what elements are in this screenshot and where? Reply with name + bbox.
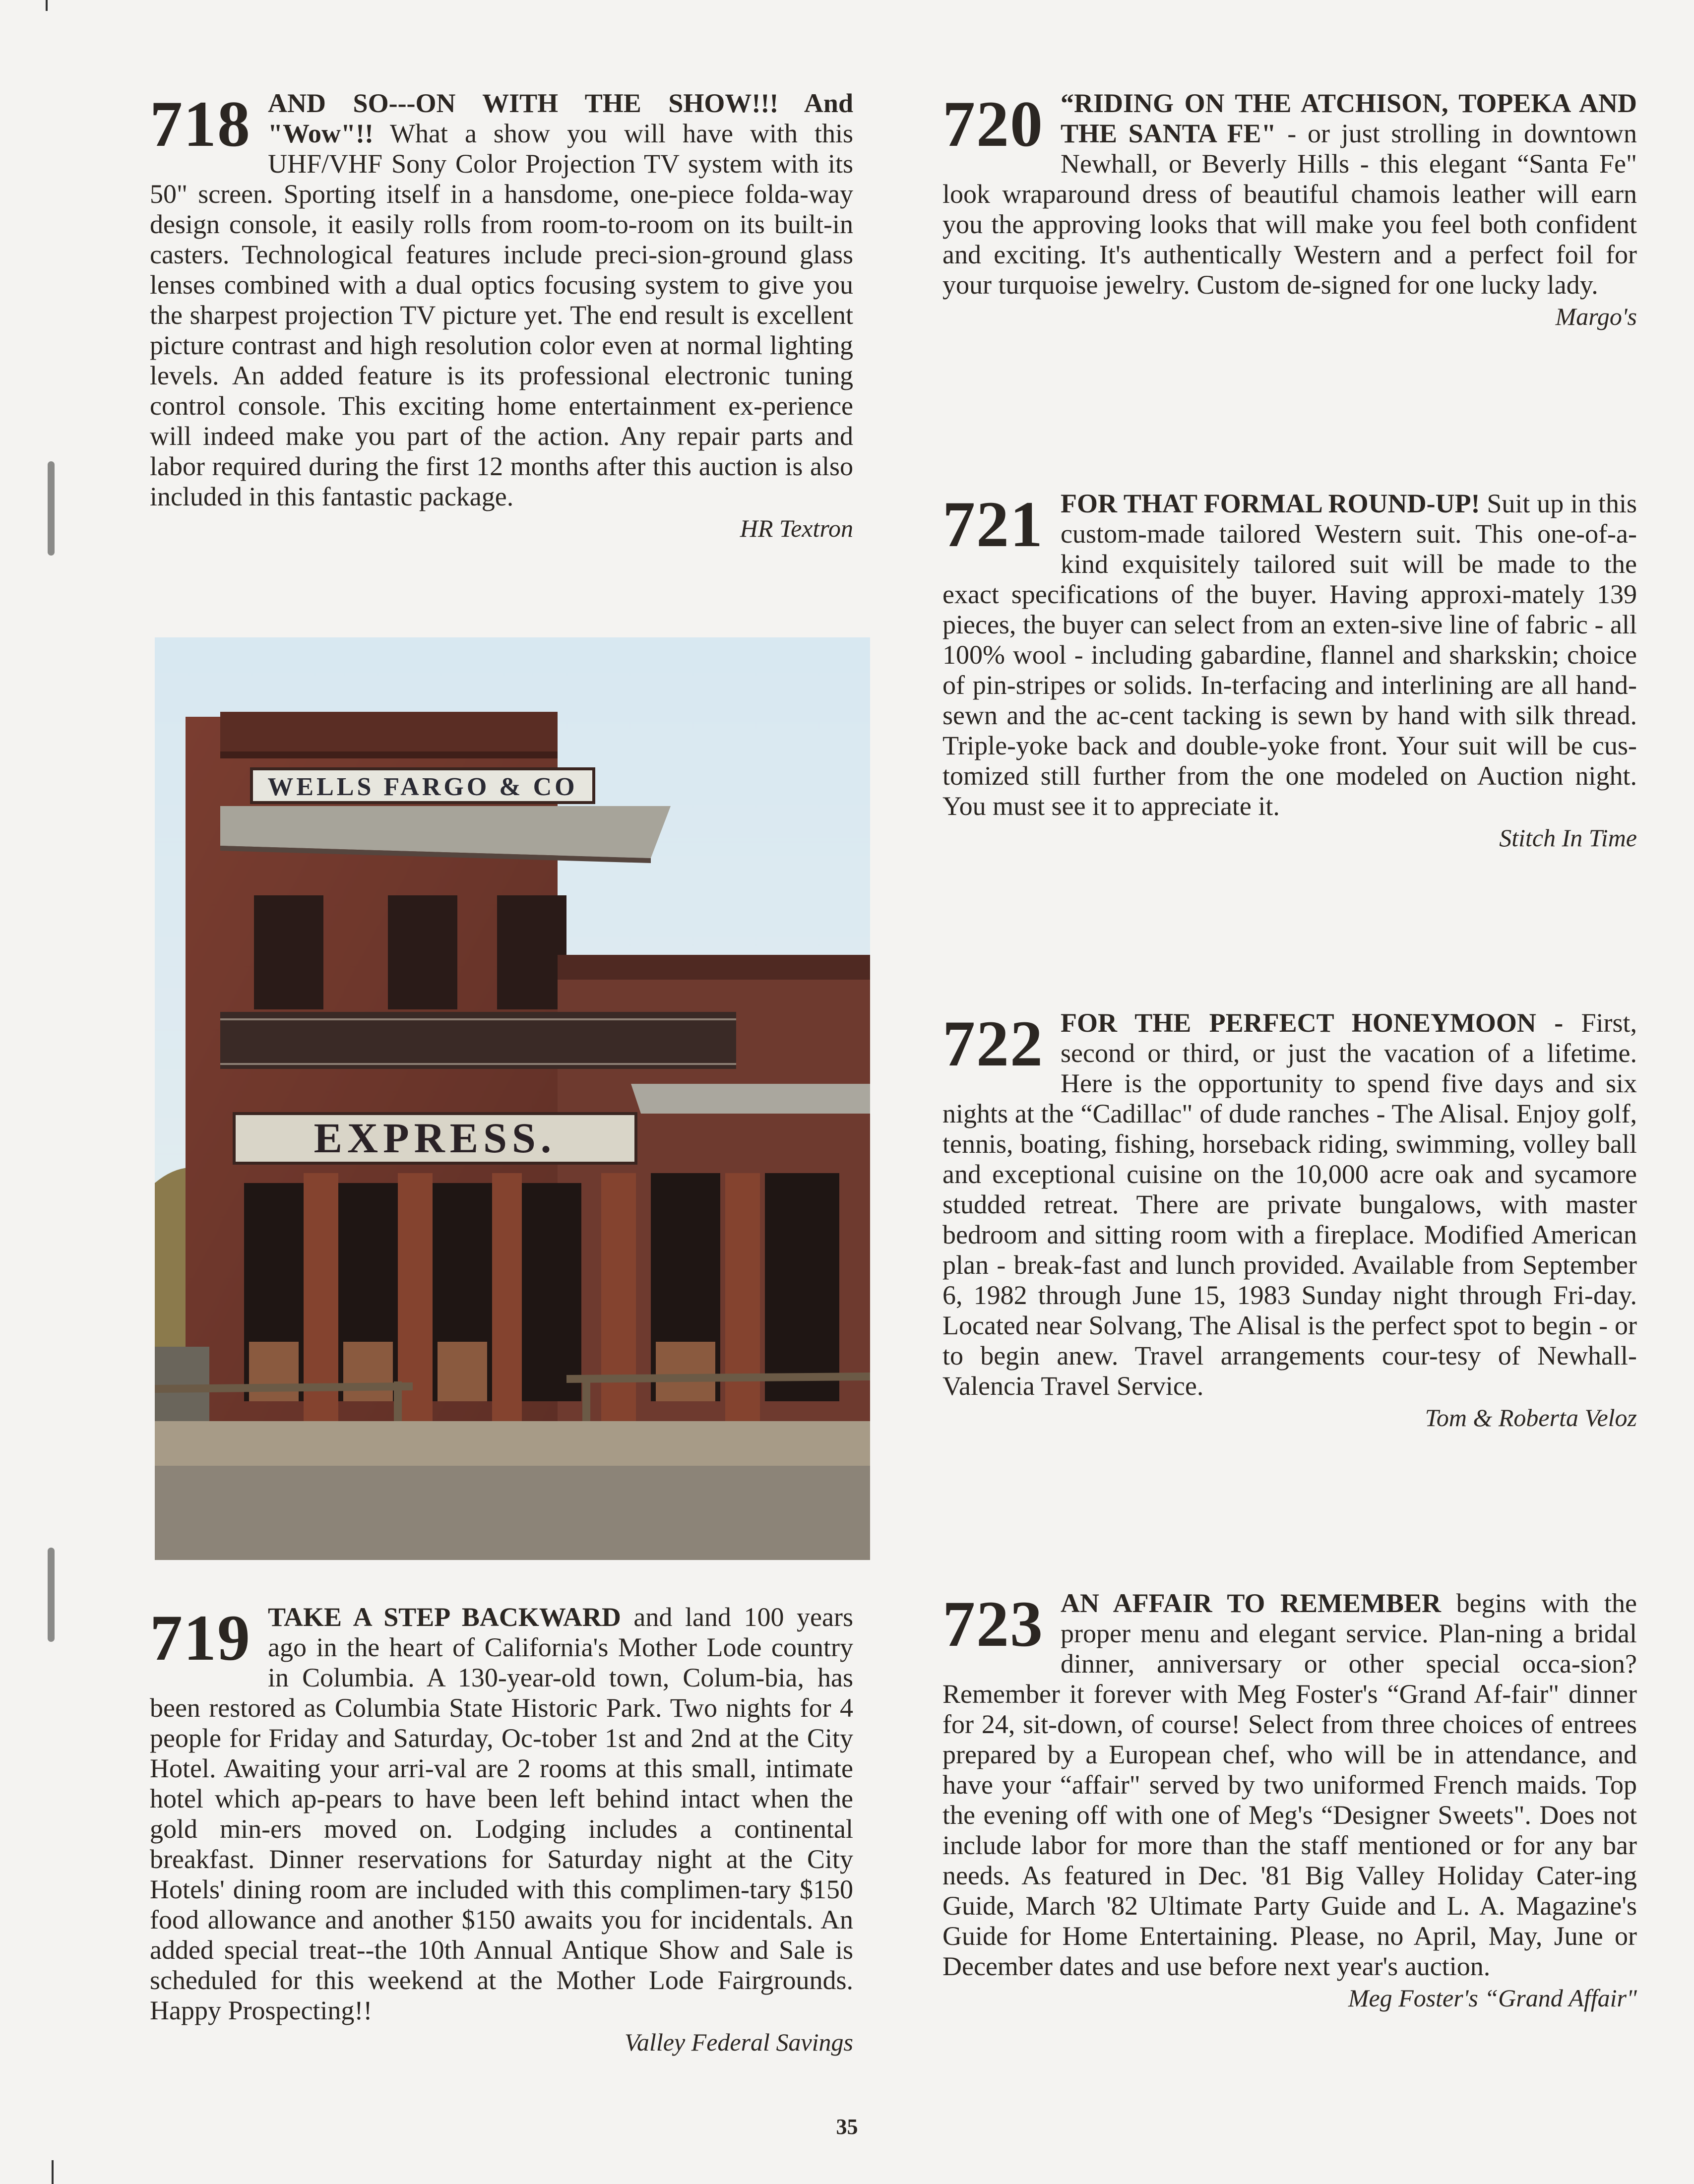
item-title: FOR THE PERFECT HONEYMOON - [1061,1008,1564,1038]
item-description [942,1588,1637,1982]
item-description [150,88,853,512]
item-text: - or just strolling in downtown Newhall, or Beverly Hills - this elegant “Santa Fe" look wraparound dress of beautiful chamois leather will earn you the approving looks that will make you feel both confident and exciting. It's authentically Western and a perfect foil for your turquoise jewelry. Custom de-signed for one lucky lady. [942,119,1637,300]
auction-item-720 [942,88,1637,332]
auction-item-723 [942,1588,1637,2013]
item-donor: Tom & Roberta Veloz [1425,1404,1637,1432]
item-text: Suit up in this custom-made tailored Western suit. This one-of-a-kind exquisitely tailored suit will be made to the exact specifications of the buyer. Having approxi-mately 139 pieces, the buyer can select from an exten-sive line of fabric - all 100% wool - including gabardine, flannel and sharkskin; choice of pin-stripes or solids. In-terfacing and interlining are all hand-sewn and the ac-cent tacking is sewn by hand with silk thread. Triple-yoke back and double-yoke front. Your suit will be cus-tomized still further from the one modeled on Auction night. You must see it to appreciate it. [942,489,1637,821]
photo-sign-upper: WELLS FARGO & CO [267,773,578,801]
crop-mark-bottom [52,2160,54,2184]
item-description [942,1008,1637,1401]
item-text: What a show you will have with this UHF/VHF Sony Color Projection TV system with its 50" screen. Sporting itself in a hansdome, one-piece folda-way design console, it easily rolls from room-to-room on its built-in casters. Technological features include preci-sion-ground glass lenses combined with a dual optics focusing system to give you the sharpest projection TV picture yet. The end result is excellent picture contrast and high resolution color even at normal lighting levels. An added feature is its professional electronic tuning control console. This exciting home entertainment ex-perience will indeed make you part of the action. Any repair parts and labor required during the first 12 months after this auction is also included in this fantastic package. [150,119,853,511]
item-donor: Margo's [1555,303,1637,330]
item-text: begins with the proper menu and elegant service. Plan-ning a bridal dinner, anniversary or other special occa-sion? Remember it forever with Meg Foster's “Grand Af-fair" dinner for 24, sit-down, of course! Select from three choices of entrees prepared by a European chef, who will be in attendance, and have your “affair" served by two uniformed French maids. Top the evening off with one of Meg's “Designer Sweets". Does not include labor for more than the staff mentioned or for any bar needs. As featured in Dec. '81 Big Valley Holiday Cater-ing Guide, March '82 Ultimate Party Guide and L. A. Magazine's Guide for Home Entertaining. Please, no April, May, June or December dates and use before next year's auction. [942,1588,1637,1981]
auction-item-722 [942,1008,1637,1433]
item-donor: HR Textron [740,514,853,542]
item-text: First, second or third, or just the vacation of a lifetime. Here is the opportunity to spend five days and six nights at the “Cadillac" of dude ranches - The Alisal. Enjoy golf, tennis, boating, fishing, horseback riding, swimming, volley ball and exceptional cuisine on the 10,000 acre oak and sycamore studded retreat. There are private bungalows, with master bedroom and sitting room with a fireplace. Modified American plan - break-fast and lunch provided. Available from September 6, 1982 through June 15, 1983 Sunday night through Fri-day. Located near Solvang, The Alisal is the perfect spot to begin - or to begin anew. Travel arrangements cour-tesy of Newhall-Valencia Travel Service. [942,1008,1637,1401]
item-number: 718 [150,87,251,160]
item-description [942,489,1637,821]
item-title: AND SO---ON WITH THE SHOW!!! And "Wow"!! [268,88,853,148]
item-number: 722 [942,1007,1044,1080]
item-donor: Stitch In Time [1499,824,1637,852]
item-number: 719 [150,1601,251,1674]
item-number: 721 [942,488,1044,561]
item-number: 723 [942,1587,1044,1660]
crop-mark-top [46,0,48,11]
item-text: and land 100 years ago in the heart of California's Mother Lode country in Columbia. A 130-year-old town, Colum-bia, has been restored as Columbia State Historic Park. Two nights for 4 people for Friday and Saturday, Oc-tober 1st and 2nd at the City Hotel. Awaiting your arri-val are 2 rooms at this small, intimate hotel which ap-pears to have been left behind intact when the gold min-ers moved on. Lodging includes a continental breakfast. Dinner reservations for Saturday night at the City Hotels' dining room are included with this complimen-tary $150 food allowance and another $150 awaits you for incidentals. An added special treat--the 10th Annual Antique Show and Sale is scheduled for this weekend at the Mother Lode Fairgrounds. Happy Prospecting!! [150,1602,853,2025]
item-donor: Valley Federal Savings [625,2028,853,2056]
auction-item-718 [150,88,853,544]
item-title: “RIDING ON THE ATCHISON, TOPEKA AND THE SANTA FE" [1061,88,1637,148]
staple-top [48,461,55,556]
item-description [150,1602,853,2026]
page-number: 35 [836,2115,858,2139]
wells-fargo-building-photo [155,637,870,1560]
photo-sign-lower: EXPRESS. [314,1114,557,1162]
photo-illustration [155,637,870,1560]
auction-item-721 [942,489,1637,853]
item-title: AN AFFAIR TO REMEMBER [1061,1588,1442,1618]
item-donor: Meg Foster's “Grand Affair" [1348,1984,1637,2012]
item-description [942,88,1637,300]
auction-item-719 [150,1602,853,2058]
item-title: TAKE A STEP BACKWARD [268,1602,621,1632]
staple-bottom [48,1548,55,1642]
item-title: FOR THAT FORMAL ROUND-UP! [1061,489,1480,518]
item-number: 720 [942,87,1044,160]
